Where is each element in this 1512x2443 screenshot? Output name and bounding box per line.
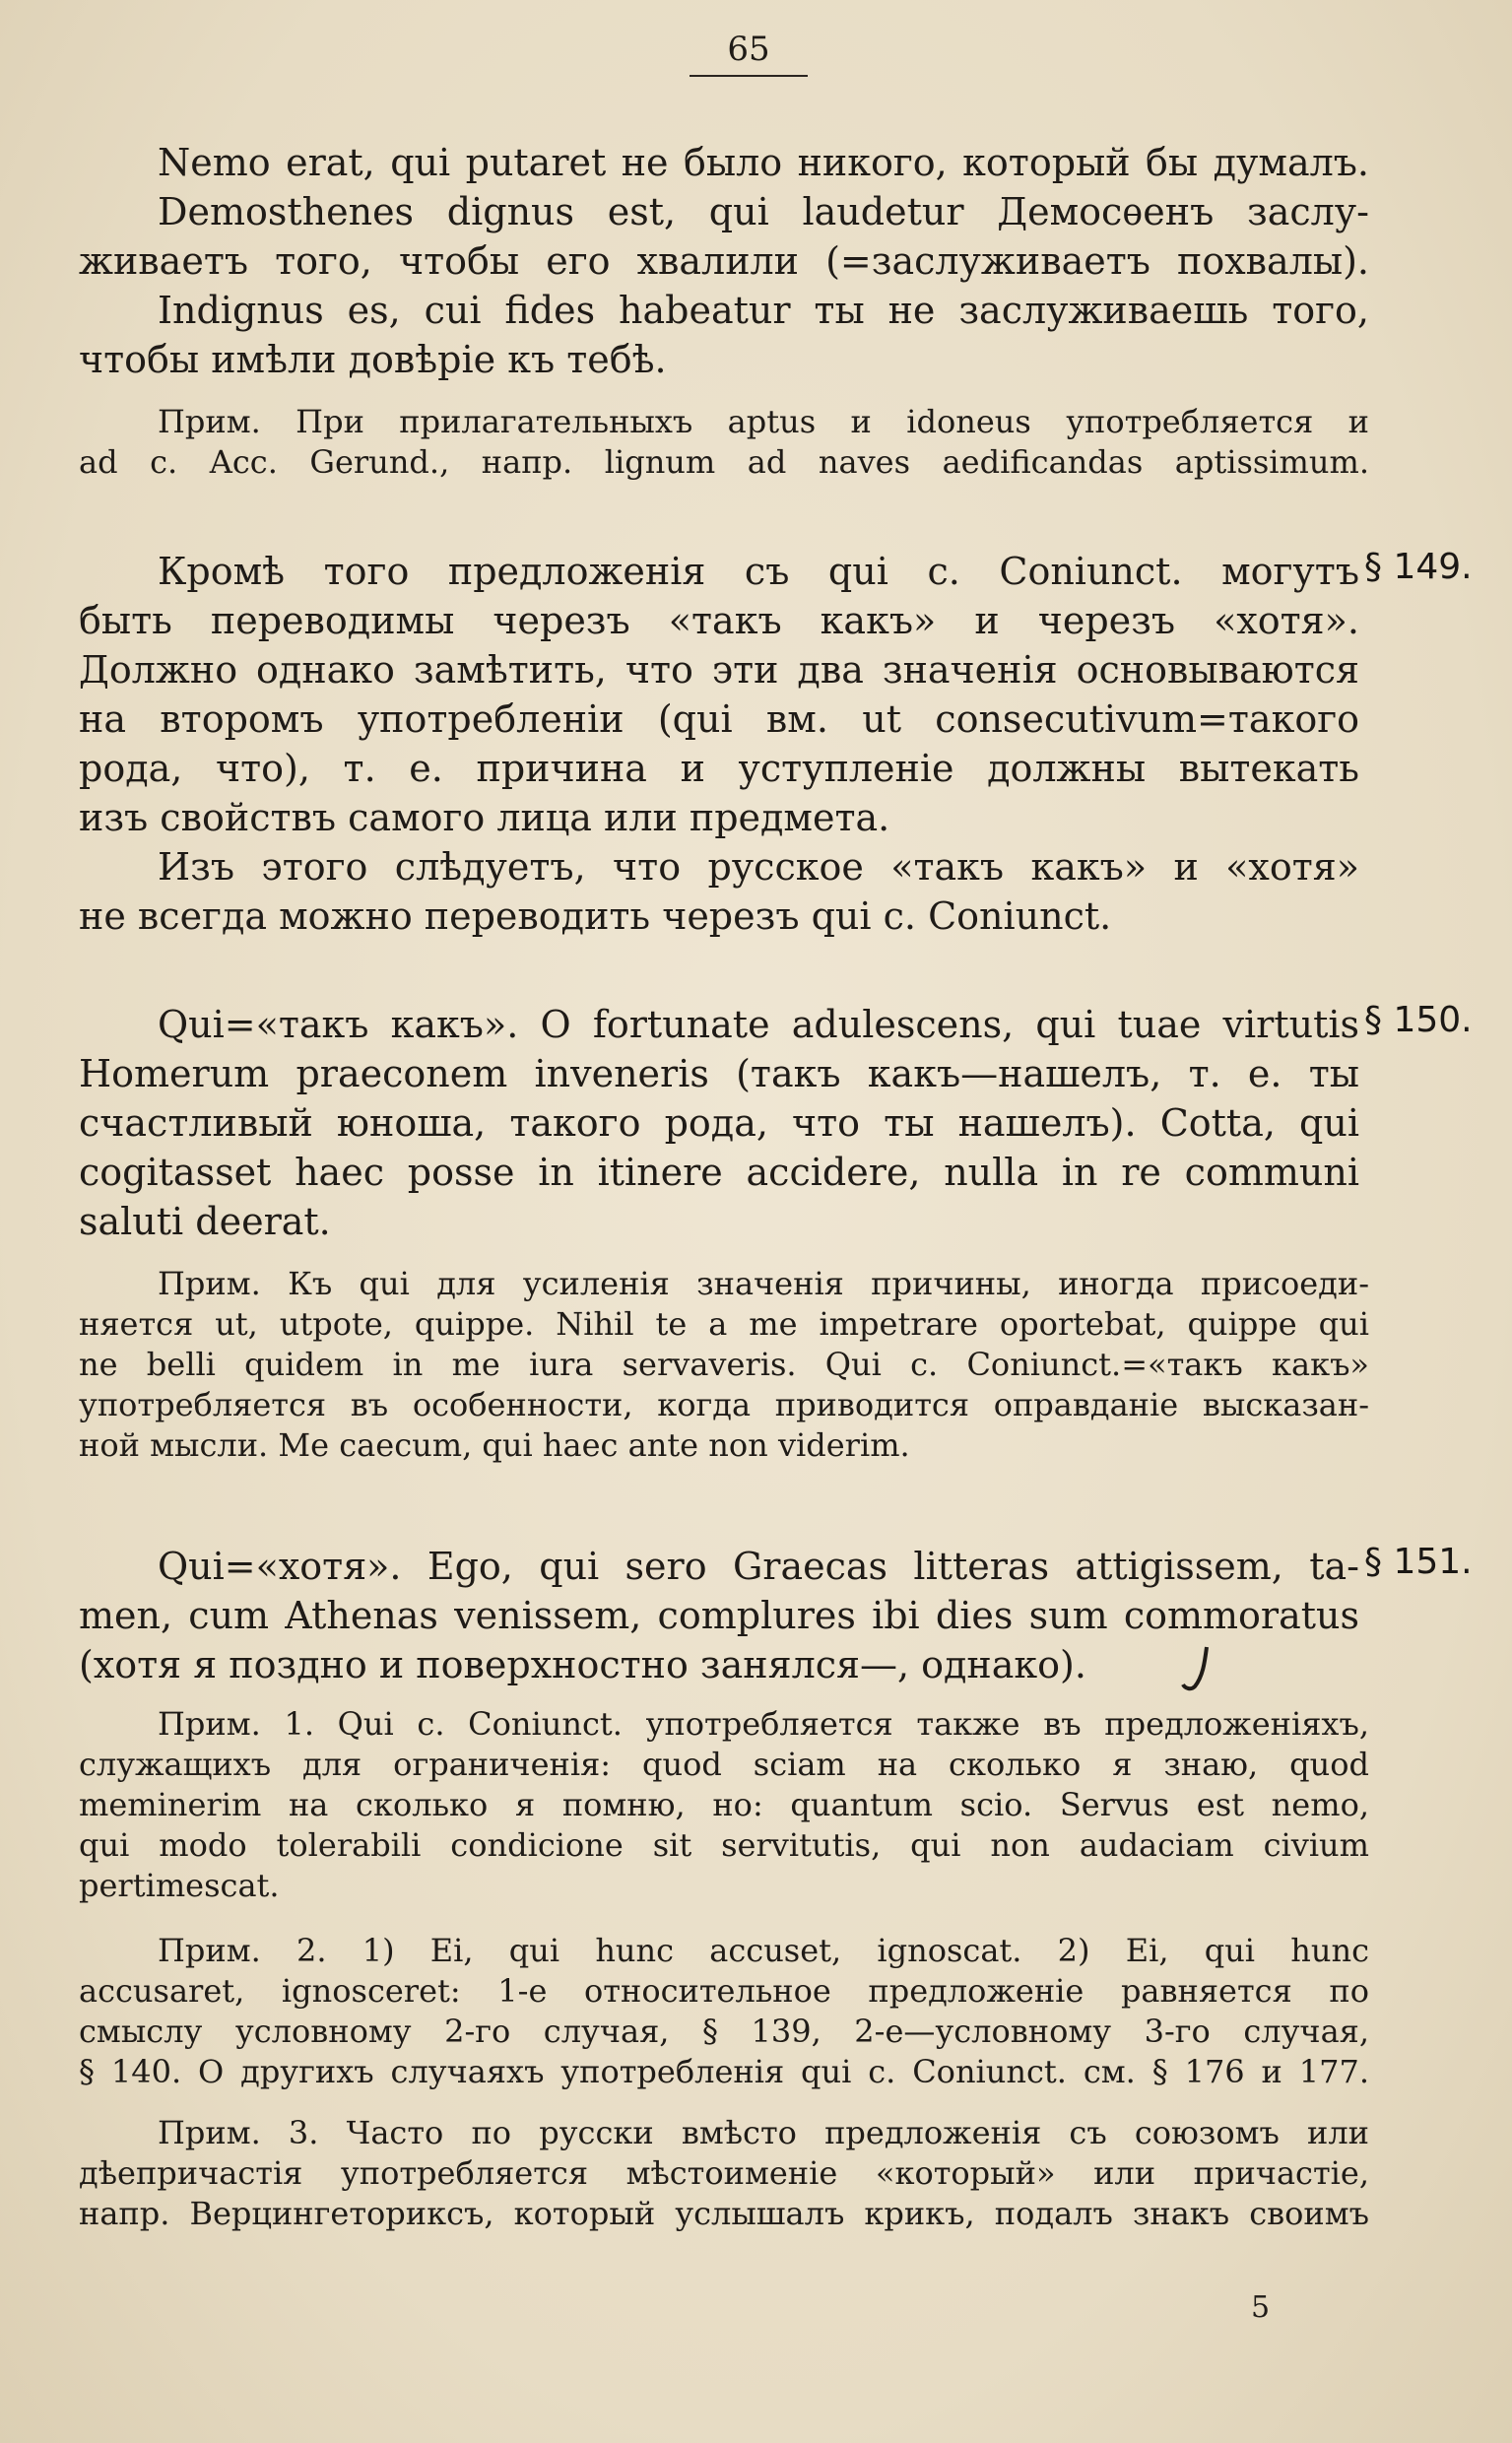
note-line: Прим. 2. 1) Ei, qui hunc accuset, ignoscat. 2) Ei, qui hunc bbox=[158, 1932, 1369, 1969]
text-line: на второмъ употребленіи (qui вм. ut consecutivum=такого bbox=[79, 697, 1359, 741]
section-number-150: § 150. bbox=[1364, 1000, 1473, 1040]
signature-sheet-number: 5 bbox=[1251, 2290, 1271, 2325]
text-line: Demosthenes dignus est, qui laudetur Демосѳенъ заслу- bbox=[158, 190, 1369, 233]
text-line: Qui=«такъ какъ». O fortunate adulescens, qui tuae virtutis bbox=[158, 1003, 1359, 1046]
text-line: живаетъ того, чтобы его хвалили (=заслуживаетъ похвалы). bbox=[79, 239, 1369, 283]
paragraph-section-150 bbox=[79, 1000, 1359, 1246]
note-line: Прим. 3. Часто по русски вмѣсто предложенія съ союзомъ или bbox=[158, 2114, 1369, 2151]
text-line: чтобы имѣли довѣріе къ тебѣ. bbox=[79, 338, 667, 381]
text-line: saluti deerat. bbox=[79, 1200, 331, 1243]
note-line: употребляется въ особенности, когда приводится оправданіе высказан- bbox=[79, 1386, 1369, 1423]
note-line: pertimescat. bbox=[79, 1867, 280, 1904]
text-line: Изъ этого слѣдуетъ, что русское «такъ какъ» и «хотя» bbox=[158, 845, 1359, 889]
text-line: изъ свойствъ самого лица или предмета. bbox=[79, 796, 890, 839]
note-line: § 140. О другихъ случаяхъ употребленія qui c. Coniunct. см. § 176 и 177. bbox=[79, 2053, 1369, 2090]
text-line: быть переводимы черезъ «такъ какъ» и черезъ «хотя». bbox=[79, 599, 1359, 642]
note-2-conditional bbox=[79, 1931, 1369, 2092]
section-number-151: § 151. bbox=[1364, 1542, 1473, 1582]
text-line: Nemo erat, qui putaret не было никого, который бы думалъ. bbox=[158, 141, 1369, 184]
note-line: Прим. Къ qui для усиленія значенія причины, иногда присоеди- bbox=[158, 1265, 1369, 1302]
paragraph-relative-clause-examples bbox=[79, 138, 1369, 384]
text-line: счастливый юноша, такого рода, что ты нашелъ). Cotta, qui bbox=[79, 1101, 1359, 1145]
note-line: Прим. При прилагательныхъ aptus и idoneus употребляется и bbox=[158, 403, 1369, 440]
text-line: Qui=«хотя». Ego, qui sero Graecas litteras attigissem, ta- bbox=[158, 1545, 1359, 1588]
note-line: accusaret, ignosceret: 1-е относительное предложеніе равняется по bbox=[79, 1972, 1369, 2010]
text-line: (хотя я поздно и поверхностно занялся—, однако). bbox=[79, 1643, 1086, 1686]
paragraph-section-149 bbox=[79, 547, 1359, 941]
text-line: Должно однако замѣтить, что эти два значенія основываются bbox=[79, 648, 1359, 692]
section-number-149: § 149. bbox=[1364, 547, 1473, 587]
handwritten-mark-icon bbox=[1177, 1643, 1216, 1701]
text-line: Indignus es, cui fides habeatur ты не заслуживаешь того, bbox=[158, 289, 1369, 332]
note-line: напр. Верцингеториксъ, который услышалъ крикъ, подалъ знакъ своимъ bbox=[79, 2195, 1369, 2232]
page-number: 65 bbox=[690, 30, 808, 77]
paragraph-section-151 bbox=[79, 1542, 1359, 1689]
note-line: дѣепричастія употребляется мѣстоименіе «который» или причастіе, bbox=[79, 2154, 1369, 2192]
text-line: men, cum Athenas venissem, complures ibi dies sum commoratus bbox=[79, 1594, 1359, 1637]
note-line: смыслу условному 2-го случая, § 139, 2-е—условному 3-го случая, bbox=[79, 2013, 1369, 2050]
note-3-participle bbox=[79, 2113, 1369, 2234]
note-line: ной мысли. Me caecum, qui haec ante non viderim. bbox=[79, 1426, 910, 1464]
note-aptus-idoneus bbox=[79, 402, 1369, 483]
note-line: Прим. 1. Qui c. Coniunct. употребляется также въ предложеніяхъ, bbox=[158, 1705, 1369, 1743]
note-line: ad с. Acc. Gerund., напр. lignum ad naves aedificandas aptissimum. bbox=[79, 443, 1369, 481]
text-line: Кромѣ того предложенія съ qui c. Coniunct. могутъ bbox=[158, 550, 1359, 593]
note-line: няется ut, utpote, quippe. Nihil te a me impetrare oportebat, quippe qui bbox=[79, 1305, 1369, 1343]
text-line: не всегда можно переводить черезъ qui c. Coniunct. bbox=[79, 894, 1112, 938]
text-line: cogitasset haec posse in itinere accidere, nulla in re communi bbox=[79, 1151, 1359, 1194]
note-line: meminerim на сколько я помню, но: quantum scio. Servus est nemo, bbox=[79, 1786, 1369, 1823]
note-line: служащихъ для ограниченія: quod sciam на сколько я знаю, quod bbox=[79, 1746, 1369, 1783]
text-line: Homerum praeconem inveneris (такъ какъ—нашелъ, т. е. ты bbox=[79, 1052, 1359, 1095]
text-line: рода, что), т. е. причина и уступленіе должны вытекать bbox=[79, 747, 1359, 790]
note-1-limitation bbox=[79, 1704, 1369, 1906]
note-line: ne belli quidem in me iura servaveris. Qui c. Coniunct.=«такъ какъ» bbox=[79, 1346, 1369, 1383]
note-line: qui modo tolerabili condicione sit servitutis, qui non audaciam civium bbox=[79, 1826, 1369, 1864]
note-ut-utpote-quippe bbox=[79, 1264, 1369, 1466]
